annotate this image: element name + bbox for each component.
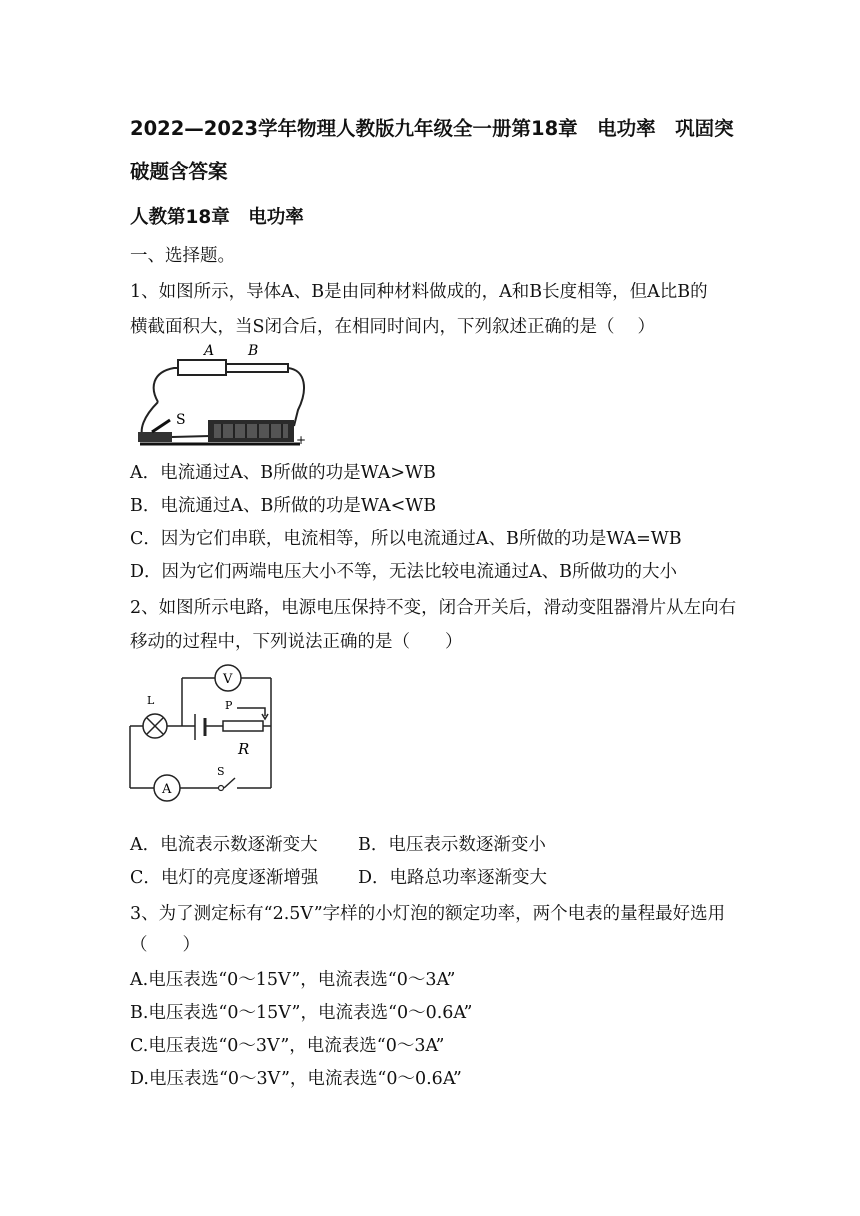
q1-option-b: B．电流通过A、B所做的功是WA<WB [130, 496, 437, 516]
q1-stem-line-1: 1、如图所示，导体A、B是由同种材料做成的，A和B长度相等，但A比B的 [130, 282, 708, 302]
q3-stem-line-2: （ ） [130, 935, 200, 955]
label-ammeter: A [162, 782, 172, 797]
q3-option-a: A.电压表选“0～15V”，电流表选“0～3A” [130, 970, 456, 990]
q2-option-c: C．电灯的亮度逐渐增强 [130, 868, 319, 888]
label-plus: + [296, 433, 307, 447]
q2-circuit-diagram [125, 660, 285, 805]
q2-stem-line-2: 移动的过程中，下列说法正确的是（ ） [130, 632, 463, 652]
label-a: A [204, 343, 215, 359]
q1-stem-line-2: 横截面积大，当S闭合后，在相同时间内，下列叙述正确的是（ ） [130, 317, 656, 337]
q2-option-a: A．电流表示数逐渐变大 [130, 835, 318, 855]
label-v: V [223, 672, 233, 687]
label-r: R [238, 740, 250, 758]
q3-option-d: D.电压表选“0～3V”，电流表选“0～0.6A” [130, 1069, 462, 1089]
q3-stem-line-1: 3、为了测定标有“2.5V”字样的小灯泡的额定功率，两个电表的量程最好选用 [130, 904, 726, 924]
q2-stem-line-1: 2、如图所示电路，电源电压保持不变，闭合开关后，滑动变阻器滑片从左向右 [130, 598, 737, 618]
q3-option-c: C.电压表选“0～3V”，电流表选“0～3A” [130, 1036, 445, 1056]
label-s2: S [217, 765, 225, 778]
label-p: P [225, 699, 233, 712]
resistor-b [226, 364, 288, 372]
label-l: L [147, 694, 155, 707]
label-b: B [248, 343, 259, 359]
q2-option-d: D．电路总功率逐渐变大 [358, 868, 548, 888]
q2-option-b: B．电压表示数逐渐变小 [358, 835, 546, 855]
switch-base [138, 432, 172, 442]
q3-option-b: B.电压表选“0～15V”，电流表选“0～0.6A” [130, 1003, 473, 1023]
doc-title-line-1: 2022—2023学年物理人教版九年级全一册第18章 电功率 巩固突 [130, 117, 734, 140]
q1-option-d: D．因为它们两端电压大小不等，无法比较电流通过A、B所做功的大小 [130, 562, 678, 582]
switch-symbol [219, 786, 224, 791]
resistor-a [178, 360, 226, 375]
q1-circuit-photo [130, 340, 310, 452]
doc-title-line-2: 破题含答案 [130, 160, 228, 183]
label-s: S [176, 412, 186, 428]
doc-subtitle: 人教第18章 电功率 [130, 207, 304, 228]
section-heading: 一、选择题。 [130, 246, 235, 266]
q1-option-c: C．因为它们串联，电流相等，所以电流通过A、B所做的功是WA=WB [130, 529, 682, 549]
q1-option-a: A．电流通过A、B所做的功是WA>WB [130, 463, 436, 483]
